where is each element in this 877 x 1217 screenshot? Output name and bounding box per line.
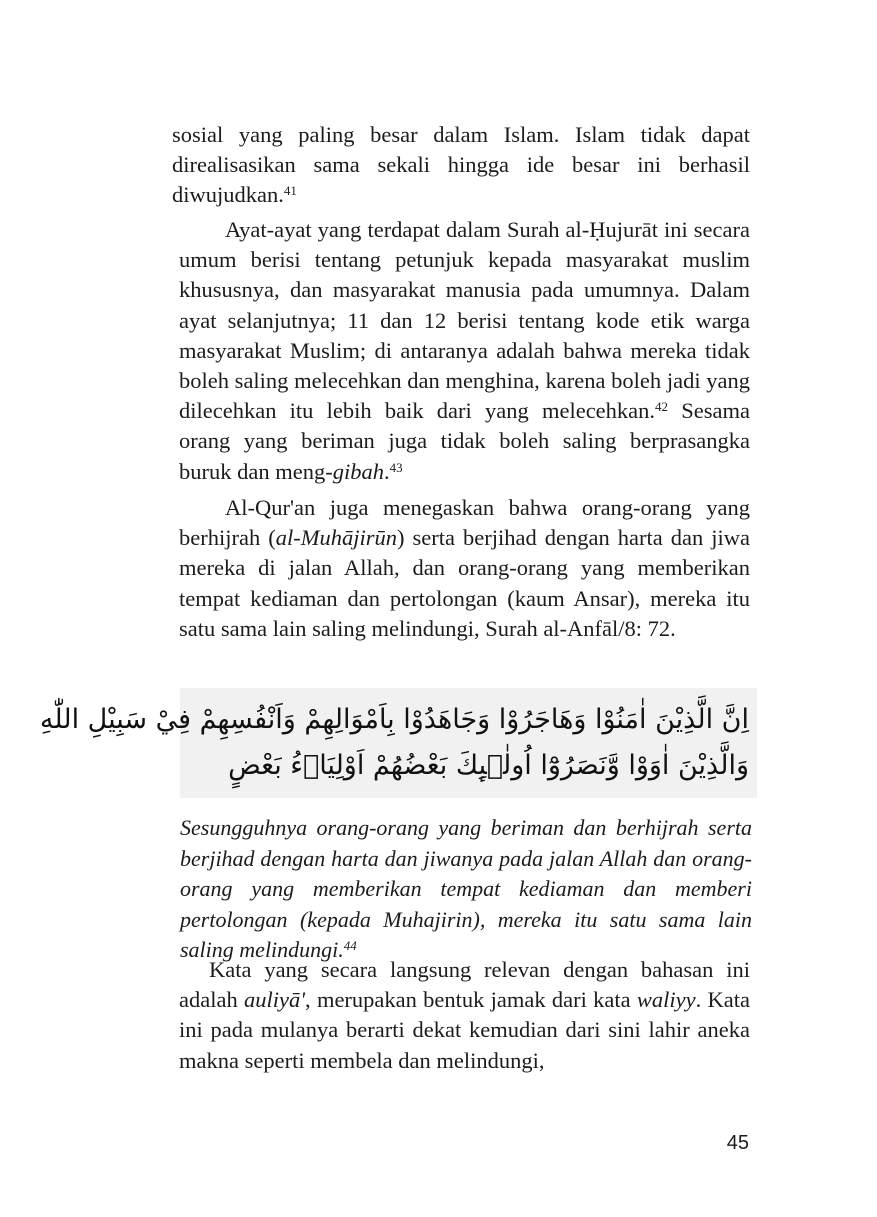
paragraph-text: .	[383, 458, 390, 484]
arabic-verse-line-1: اِنَّ الَّذِيْنَ اٰمَنُوْا وَهَاجَرُوْا وَجَاهَدُوْا بِاَمْوَالِهِمْ وَاَنْفُسِهِمْ فِيْ سَبِيْلِ اللّٰهِ	[39, 704, 749, 735]
paragraph-quran-reference	[179, 493, 750, 644]
page-number: 45	[726, 1132, 749, 1154]
paragraph-auliya	[179, 955, 750, 1076]
paragraph-text: Sesama orang yang beriman juga tidak boleh saling berprasangka buruk dan meng-	[179, 398, 750, 484]
translation-text: Sesungguhnya orang-orang yang beriman dan berhijrah serta berjihad dengan harta dan jiwanya pada jalan Allah dan orang-orang yang memberikan tempat kediaman dan memberi pertolongan (kepada Muhajirin), mereka itu satu sama lain saling melindungi.	[180, 815, 752, 962]
italic-term: al-Muhājirūn	[275, 525, 397, 551]
footnote-marker: 43	[389, 459, 403, 475]
italic-term: gibah	[332, 458, 384, 484]
paragraph-text: Kata yang secara langsung relevan dengan bahasan ini adalah	[179, 957, 750, 1013]
italic-term: auliyā'	[243, 987, 306, 1013]
paragraph-text: Ayat-ayat yang terdapat dalam Surah al-Ḥujurāt ini secara umum berisi tentang petunjuk kepada masyarakat muslim khususnya, dan masyarakat manusia pada umumnya. Dalam ayat selanjutnya; 11 dan 12 berisi tentang kode etik warga masyarakat Muslim; di antaranya adalah bahwa mereka tidak boleh saling melecehkan dan menghina, karena boleh jadi yang dilecehkan itu lebih baik dari yang melecehkan.	[179, 217, 750, 424]
arabic-verse-box	[39, 688, 757, 798]
italic-term: waliyy	[636, 987, 696, 1013]
paragraph-text: ) serta berjihad dengan harta dan jiwa mereka di jalan Allah, dan orang-orang yang memberikan tempat kediaman dan pertolongan (kaum Ansar), mereka itu satu sama lain saling melindungi, Surah al-Anfāl/8: 72.	[179, 525, 750, 641]
footnote-marker: 44	[343, 938, 357, 953]
paragraph-hujurat	[179, 215, 750, 487]
footnote-marker: 42	[655, 399, 669, 415]
verse-translation	[180, 813, 752, 966]
arabic-verse-line-2: وَالَّذِيْنَ اٰوَوْا وَّنَصَرُوْٓا اُولٰۤىِٕكَ بَعْضُهُمْ اَوْلِيَاۤءُ بَعْضٍ	[228, 750, 749, 781]
paragraph-text: , merupakan bentuk jamak dari kata	[305, 987, 637, 1013]
paragraph-text: sosial yang paling besar dalam Islam. Islam tidak dapat direalisasikan sama sekali hingga ide besar ini berhasil diwujudkan.	[172, 122, 750, 208]
paragraph-continuation	[172, 120, 750, 211]
paragraph-text: Al-Qur'an juga menegaskan bahwa orang-orang yang berhijrah (	[179, 495, 750, 551]
footnote-marker: 41	[283, 183, 297, 199]
paragraph-text: . Kata ini pada mulanya berarti dekat kemudian dari sini lahir aneka makna seperti membela dan melindungi,	[179, 987, 750, 1073]
